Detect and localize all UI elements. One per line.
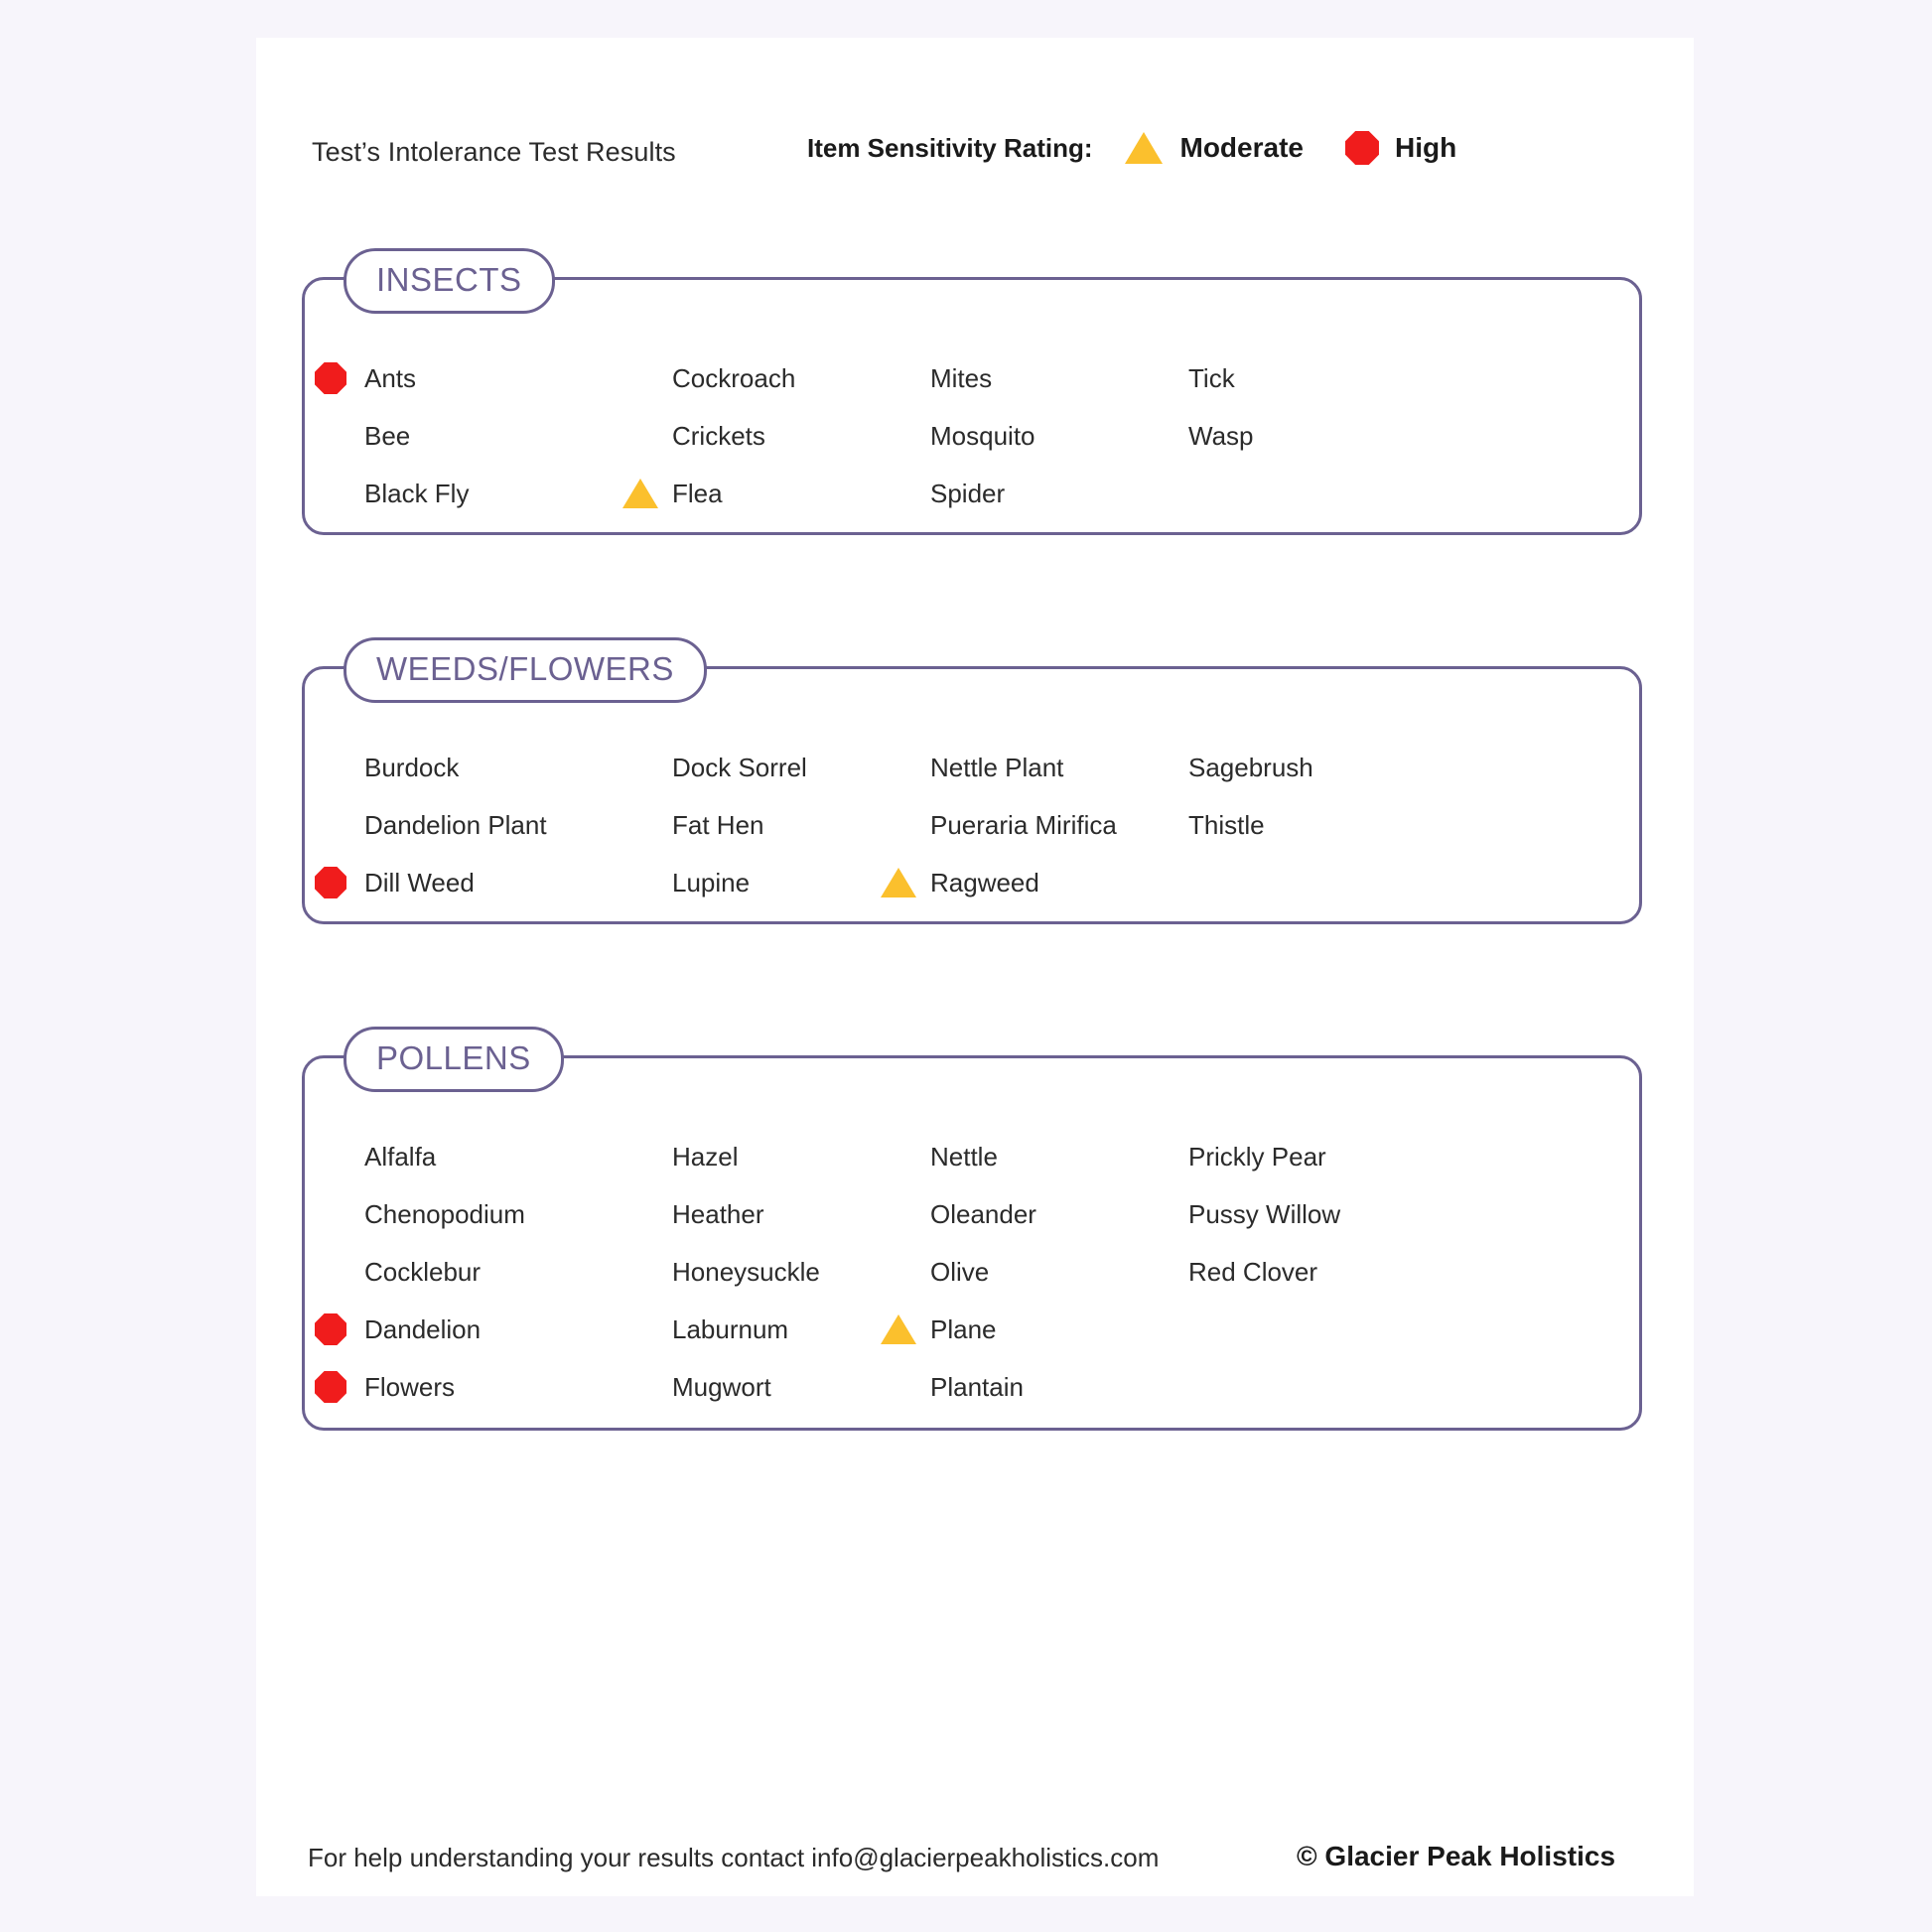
- list-item: [881, 357, 992, 399]
- item-label: Cockroach: [672, 362, 796, 393]
- list-item: [1139, 804, 1265, 846]
- list-item: [622, 804, 764, 846]
- item-label: Ragweed: [930, 867, 1039, 897]
- legend-moderate-label: Moderate: [1179, 132, 1304, 163]
- list-item: [315, 357, 416, 399]
- page-title: Test’s Intolerance Test Results: [312, 137, 676, 167]
- high-octagon-icon: [315, 867, 346, 898]
- sensitivity-legend: [807, 131, 1456, 165]
- item-label: Alfalfa: [364, 1141, 437, 1172]
- footer-help-text: For help understanding your results contact info@glacierpeakholistics.com: [308, 1843, 1160, 1872]
- rating-marker-high: [315, 1371, 364, 1403]
- item-label: Honeysuckle: [672, 1256, 820, 1287]
- results-sheet: [256, 38, 1694, 1896]
- section-box: [302, 666, 1642, 924]
- rating-marker-moderate: [622, 479, 672, 508]
- list-item: [881, 1136, 998, 1177]
- moderate-triangle-icon: [881, 1314, 916, 1344]
- list-item: [1139, 357, 1235, 399]
- item-label: Hazel: [672, 1141, 739, 1172]
- rating-marker-high: [315, 1313, 364, 1345]
- item-label: Dandelion: [364, 1313, 482, 1344]
- list-item: [315, 1366, 455, 1408]
- item-label: Crickets: [672, 420, 765, 451]
- list-item: [622, 1251, 820, 1293]
- item-label: Tick: [1188, 362, 1235, 393]
- item-label: Ants: [364, 362, 417, 393]
- list-item: [1139, 415, 1254, 457]
- list-item: [881, 1309, 997, 1350]
- list-item: [622, 415, 765, 457]
- item-label: Pueraria Mirifica: [930, 809, 1117, 840]
- item-label: Chenopodium: [364, 1198, 525, 1229]
- item-label: Nettle: [930, 1141, 998, 1172]
- high-octagon-icon: [315, 1313, 346, 1345]
- section-title-tab: [344, 637, 707, 703]
- list-item: [315, 1309, 481, 1350]
- list-item: [1139, 1193, 1340, 1235]
- item-label: Bee: [364, 420, 411, 451]
- list-item: [881, 862, 1039, 903]
- moderate-triangle-icon: [881, 868, 916, 897]
- rating-marker-high: [315, 362, 364, 394]
- item-label: Olive: [930, 1256, 990, 1287]
- item-label: Wasp: [1188, 420, 1254, 451]
- item-label: Lupine: [672, 867, 751, 897]
- section-title: POLLENS: [376, 1039, 531, 1076]
- list-item: [315, 1193, 525, 1235]
- item-label: Oleander: [930, 1198, 1036, 1229]
- list-item: [622, 1366, 771, 1408]
- item-label: Burdock: [364, 752, 460, 782]
- section-title: INSECTS: [376, 261, 522, 298]
- list-item: [622, 473, 723, 514]
- list-item: [315, 415, 410, 457]
- list-item: [881, 804, 1117, 846]
- item-label: Dandelion Plant: [364, 809, 547, 840]
- high-octagon-icon: [1345, 131, 1379, 165]
- list-item: [315, 473, 469, 514]
- item-label: Red Clover: [1188, 1256, 1318, 1287]
- item-label: Black Fly: [364, 478, 470, 508]
- list-item: [622, 747, 807, 788]
- footer-copyright: © Glacier Peak Holistics: [1297, 1841, 1616, 1871]
- high-octagon-icon: [315, 1371, 346, 1403]
- list-item: [881, 473, 1005, 514]
- item-label: Sagebrush: [1188, 752, 1313, 782]
- list-item: [622, 1136, 738, 1177]
- item-label: Plane: [930, 1313, 997, 1344]
- list-item: [622, 1193, 764, 1235]
- moderate-triangle-icon: [622, 479, 658, 508]
- rating-marker-moderate: [881, 1314, 930, 1344]
- item-label: Flea: [672, 478, 723, 508]
- item-label: Nettle Plant: [930, 752, 1064, 782]
- item-label: Cocklebur: [364, 1256, 482, 1287]
- item-label: Pussy Willow: [1188, 1198, 1341, 1229]
- item-label: Prickly Pear: [1188, 1141, 1326, 1172]
- high-octagon-icon: [315, 362, 346, 394]
- item-label: Dock Sorrel: [672, 752, 807, 782]
- list-item: [315, 1251, 481, 1293]
- list-item: [1139, 1251, 1317, 1293]
- moderate-triangle-icon: [1125, 132, 1163, 164]
- rating-marker-moderate: [881, 868, 930, 897]
- list-item: [881, 1251, 989, 1293]
- item-label: Laburnum: [672, 1313, 789, 1344]
- list-item: [622, 357, 795, 399]
- item-label: Mites: [930, 362, 993, 393]
- item-label: Flowers: [364, 1371, 456, 1402]
- list-item: [881, 747, 1063, 788]
- section-title-tab: [344, 1027, 564, 1092]
- list-item: [622, 862, 750, 903]
- list-item: [881, 415, 1035, 457]
- item-label: Heather: [672, 1198, 764, 1229]
- section-box: [302, 1055, 1642, 1431]
- section-title: WEEDS/FLOWERS: [376, 650, 674, 687]
- item-label: Spider: [930, 478, 1006, 508]
- list-item: [881, 1366, 1024, 1408]
- list-item: [315, 862, 475, 903]
- rating-marker-high: [315, 867, 364, 898]
- item-label: Thistle: [1188, 809, 1265, 840]
- legend-label: Item Sensitivity Rating:: [807, 132, 1093, 163]
- list-item: [1139, 1136, 1326, 1177]
- item-label: Mosquito: [930, 420, 1035, 451]
- list-item: [622, 1309, 788, 1350]
- item-label: Plantain: [930, 1371, 1024, 1402]
- list-item: [315, 804, 547, 846]
- item-label: Mugwort: [672, 1371, 771, 1402]
- list-item: [315, 1136, 436, 1177]
- list-item: [1139, 747, 1313, 788]
- item-label: Dill Weed: [364, 867, 475, 897]
- list-item: [881, 1193, 1036, 1235]
- item-label: Fat Hen: [672, 809, 764, 840]
- list-item: [315, 747, 459, 788]
- section-title-tab: [344, 248, 555, 314]
- legend-high-label: High: [1394, 132, 1457, 163]
- section-box: [302, 277, 1642, 535]
